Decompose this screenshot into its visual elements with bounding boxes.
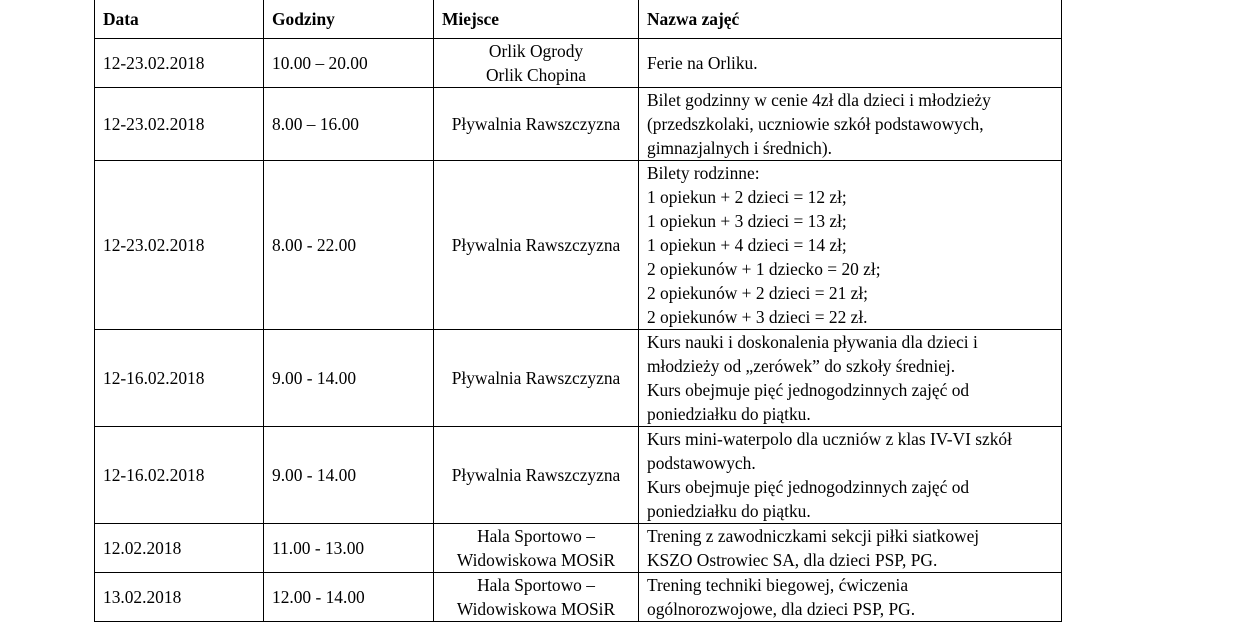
cell-date: 12-16.02.2018: [95, 330, 264, 427]
cell-hours: 11.00 - 13.00: [264, 524, 434, 573]
place-line: Widowiskowa MOSiR: [456, 599, 616, 619]
header-row: [95, 0, 1062, 39]
activity-line: Trening z zawodniczkami sekcji piłki siatkowej: [647, 526, 980, 546]
cell-date: 12-23.02.2018: [95, 88, 264, 161]
activity-line: Ferie na Orliku.: [647, 53, 758, 73]
activity-line: 1 opiekun + 4 dzieci = 14 zł;: [647, 235, 847, 255]
cell-activity: [639, 427, 1062, 524]
cell-activity: [639, 573, 1062, 622]
place-line: Pływalnia Rawszczyzna: [451, 465, 621, 485]
place-line: Hala Sportowo –: [477, 526, 595, 546]
table-row: [95, 88, 1062, 161]
cell-hours: 8.00 - 22.00: [264, 161, 434, 330]
table-row: [95, 573, 1062, 622]
activity-line: Kurs obejmuje pięć jednogodzinnych zajęć od: [647, 380, 970, 400]
activity-line: 2 opiekunów + 3 dzieci = 22 zł.: [647, 307, 868, 327]
cell-date: 12-16.02.2018: [95, 427, 264, 524]
place-line: Widowiskowa MOSiR: [456, 550, 616, 570]
place-line: Orlik Ogrody: [488, 41, 584, 61]
cell-date: 13.02.2018: [95, 573, 264, 622]
cell-place: [434, 161, 639, 330]
table-row: [95, 39, 1062, 88]
header-date: Data: [95, 0, 264, 39]
table-row: [95, 161, 1062, 330]
header-place: Miejsce: [434, 0, 639, 39]
activity-line: Bilety rodzinne:: [647, 163, 760, 183]
header-hours: Godziny: [264, 0, 434, 39]
cell-hours: 10.00 – 20.00: [264, 39, 434, 88]
cell-place: [434, 524, 639, 573]
table-row: [95, 330, 1062, 427]
cell-activity: [639, 161, 1062, 330]
activity-line: 2 opiekunów + 1 dziecko = 20 zł;: [647, 259, 881, 279]
cell-place: [434, 39, 639, 88]
cell-hours: 9.00 - 14.00: [264, 427, 434, 524]
cell-date: 12-23.02.2018: [95, 161, 264, 330]
schedule-table: [94, 0, 1062, 622]
cell-activity: [639, 88, 1062, 161]
place-line: Orlik Chopina: [486, 65, 586, 85]
activity-line: Kurs mini-waterpolo dla uczniów z klas IV-VI szkół: [647, 429, 1012, 449]
activity-line: podstawowych.: [647, 453, 756, 473]
activity-line: Trening techniki biegowej, ćwiczenia: [647, 575, 909, 595]
cell-hours: 8.00 – 16.00: [264, 88, 434, 161]
place-line: Pływalnia Rawszczyzna: [451, 235, 621, 255]
cell-hours: 12.00 - 14.00: [264, 573, 434, 622]
cell-activity: [639, 330, 1062, 427]
activity-line: Bilet godzinny w cenie 4zł dla dzieci i młodzieży: [647, 90, 991, 110]
activity-line: Kurs nauki i doskonalenia pływania dla dzieci i: [647, 332, 978, 352]
table-row: [95, 524, 1062, 573]
header-name: Nazwa zajęć: [639, 0, 1062, 39]
table-row: [95, 427, 1062, 524]
place-line: Pływalnia Rawszczyzna: [451, 368, 621, 388]
activity-line: (przedszkolaki, uczniowie szkół podstawowych,: [647, 114, 984, 134]
cell-activity: [639, 524, 1062, 573]
activity-line: 1 opiekun + 3 dzieci = 13 zł;: [647, 211, 847, 231]
activity-line: KSZO Ostrowiec SA, dla dzieci PSP, PG.: [647, 550, 938, 570]
cell-place: [434, 88, 639, 161]
activity-line: gimnazjalnych i średnich).: [647, 138, 832, 158]
activity-line: poniedziałku do piątku.: [647, 404, 811, 424]
activity-line: ogólnorozwojowe, dla dzieci PSP, PG.: [647, 599, 916, 619]
place-line: Hala Sportowo –: [477, 575, 595, 595]
activity-line: 1 opiekun + 2 dzieci = 12 zł;: [647, 187, 847, 207]
cell-place: [434, 427, 639, 524]
cell-hours: 9.00 - 14.00: [264, 330, 434, 427]
cell-activity: [639, 39, 1062, 88]
activity-line: 2 opiekunów + 2 dzieci = 21 zł;: [647, 283, 869, 303]
cell-date: 12-23.02.2018: [95, 39, 264, 88]
cell-place: [434, 573, 639, 622]
activity-line: Kurs obejmuje pięć jednogodzinnych zajęć od: [647, 477, 970, 497]
place-line: Pływalnia Rawszczyzna: [451, 114, 621, 134]
activity-line: poniedziałku do piątku.: [647, 501, 811, 521]
cell-date: 12.02.2018: [95, 524, 264, 573]
cell-place: [434, 330, 639, 427]
activity-line: młodzieży od „zerówek” do szkoły średniej.: [647, 356, 956, 376]
